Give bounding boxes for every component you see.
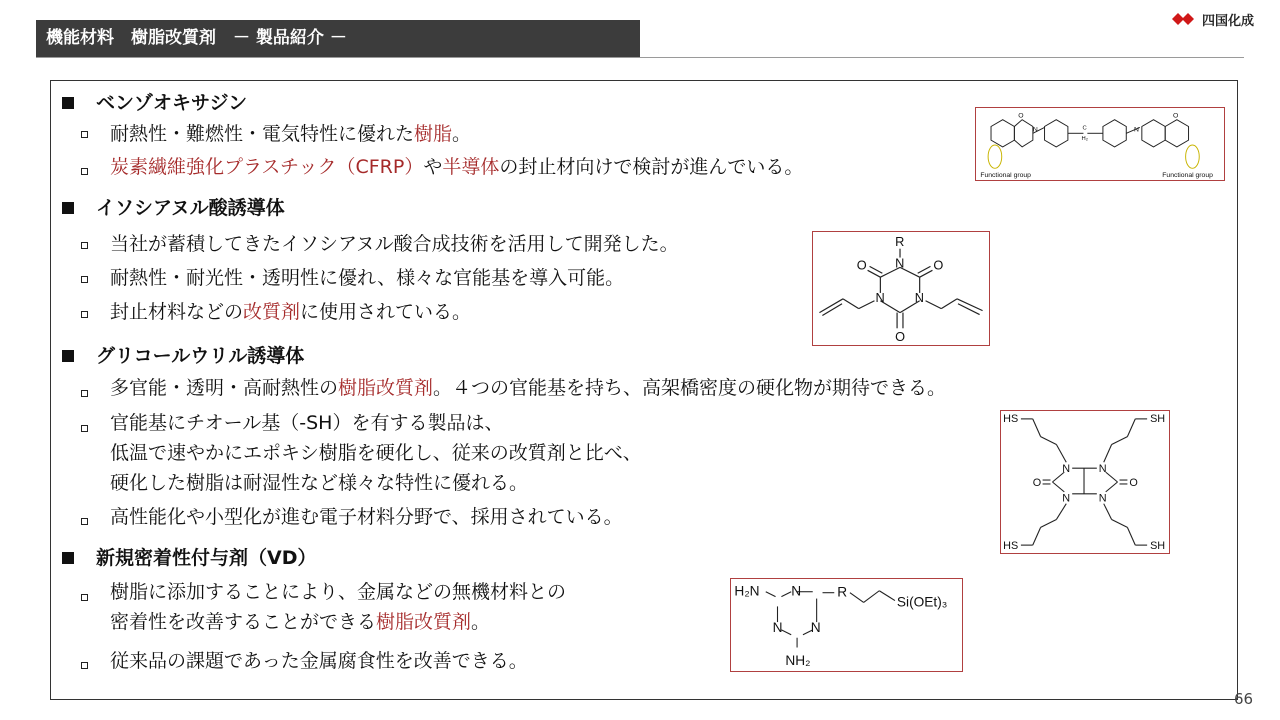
bullet-line: 高性能化や小型化が進む電子材料分野で、採用されている。 — [110, 506, 623, 528]
section-title-vd: 新規密着性付与剤（VD） — [96, 547, 317, 569]
glycoluril-structure-drawing — [1001, 411, 1169, 553]
logo-mark-icon — [1172, 12, 1198, 26]
glycoluril-sh-label: SH — [1150, 412, 1166, 425]
functional-group-label-left: Functional group — [980, 172, 1031, 180]
bullet-line: 樹脂に添加することにより、金属などの無機材料との — [110, 581, 567, 603]
isocyanuric-o-label: O — [895, 329, 906, 345]
logo-text: 四国化成 — [1202, 13, 1255, 29]
bullet-icon — [81, 594, 88, 601]
bullet-icon — [81, 425, 88, 432]
bullet-continuation: 密着性を改善することができる樹脂改質剤。 — [110, 611, 491, 633]
glycoluril-sh-label: SH — [1150, 540, 1166, 553]
bullet-line: 多官能・透明・高耐熱性の樹脂改質剤。４つの官能基を持ち、高架橋密度の硬化物が期待できる。 — [110, 377, 947, 399]
bullet-icon — [81, 168, 88, 175]
bullet-icon — [81, 662, 88, 669]
benzoxazine-h2-label: H₂ — [1081, 136, 1088, 143]
vd-r-label: R — [837, 584, 848, 600]
benzoxazine-o-label: O — [1172, 112, 1179, 120]
isocyanuric-n-label: N — [914, 289, 924, 305]
section-bullet-icon — [62, 552, 74, 564]
bullet-icon — [81, 518, 88, 525]
benzoxazine-structure — [975, 107, 1225, 181]
bullet-line: 炭素繊維強化プラスチック（CFRP）や半導体の封止材向けで検討が進んでいる。 — [110, 156, 804, 178]
bullet-continuation: 硬化した樹脂は耐湿性など様々な特性に優れる。 — [110, 472, 529, 494]
isocyanuric-structure — [812, 231, 990, 346]
bullet-line: 当社が蓄積してきたイソシアヌル酸合成技術を活用して開発した。 — [110, 233, 679, 255]
bullet-icon — [81, 131, 88, 138]
isocyanuric-n-label: N — [875, 289, 885, 305]
page-title: 機能材料 樹脂改質剤 － 製品紹介 － — [36, 20, 640, 57]
benzoxazine-o-label: O — [1018, 112, 1024, 120]
bullet-line: 官能基にチオール基（-SH）を有する製品は、 — [110, 412, 504, 434]
benzoxazine-structure-drawing — [976, 108, 1224, 180]
glycoluril-structure — [1000, 410, 1170, 554]
glycoluril-hs-label: HS — [1003, 412, 1019, 425]
vd-n-label: N — [791, 583, 802, 599]
glycoluril-n-label: N — [1098, 492, 1107, 505]
vd-nh2-label: NH₂ — [785, 653, 811, 669]
benzoxazine-n-label: N — [1032, 126, 1038, 134]
glycoluril-n-label: N — [1062, 492, 1071, 505]
functional-group-label-right: Functional group — [1162, 172, 1213, 180]
isocyanuric-o-label: O — [933, 257, 944, 273]
vd-structure-drawing — [731, 579, 962, 671]
isocyanuric-o-label: O — [856, 257, 867, 273]
bullet-icon — [81, 276, 88, 283]
isocyanuric-r-label: R — [895, 233, 905, 249]
bullet-line: 従来品の課題であった金属腐食性を改善できる。 — [110, 650, 528, 672]
glycoluril-n-label: N — [1062, 463, 1071, 476]
vd-n-label: N — [810, 619, 821, 635]
bullet-line: 耐熱性・耐光性・透明性に優れ、様々な官能基を導入可能。 — [110, 267, 625, 289]
section-bullet-icon — [62, 202, 74, 214]
page-number: 66 — [1234, 690, 1254, 708]
bullet-icon — [81, 390, 88, 397]
vd-h2n-label: H₂N — [734, 583, 760, 599]
section-bullet-icon — [62, 350, 74, 362]
vd-n-label: N — [772, 619, 783, 635]
company-logo — [1172, 8, 1254, 30]
benzoxazine-c-label: C — [1082, 125, 1087, 132]
vd-si-label: Si(OEt)₃ — [896, 594, 948, 610]
isocyanuric-structure-drawing — [813, 232, 989, 345]
glycoluril-o-label: O — [1032, 476, 1042, 489]
bullet-line: 封止材料などの改質剤に使用されている。 — [110, 301, 472, 323]
benzoxazine-n-label: N — [1134, 126, 1139, 134]
vd-structure — [730, 578, 963, 672]
section-title-glycoluril: グリコールウリル誘導体 — [96, 345, 305, 367]
glycoluril-n-label: N — [1098, 463, 1107, 476]
section-title-benzoxazine: ベンゾオキサジン — [96, 92, 248, 114]
bullet-continuation: 低温で速やかにエポキシ樹脂を硬化し、従来の改質剤と比べ、 — [110, 442, 642, 464]
bullet-icon — [81, 242, 88, 249]
section-title-isocyanuric: イソシアヌル酸誘導体 — [96, 197, 285, 219]
bullet-icon — [81, 311, 88, 318]
bullet-line: 耐熱性・難燃性・電気特性に優れた樹脂。 — [110, 123, 472, 145]
header-divider — [36, 57, 1244, 58]
section-bullet-icon — [62, 97, 74, 109]
glycoluril-o-label: O — [1129, 476, 1138, 489]
isocyanuric-n-label: N — [895, 255, 905, 271]
glycoluril-hs-label: HS — [1003, 540, 1019, 553]
